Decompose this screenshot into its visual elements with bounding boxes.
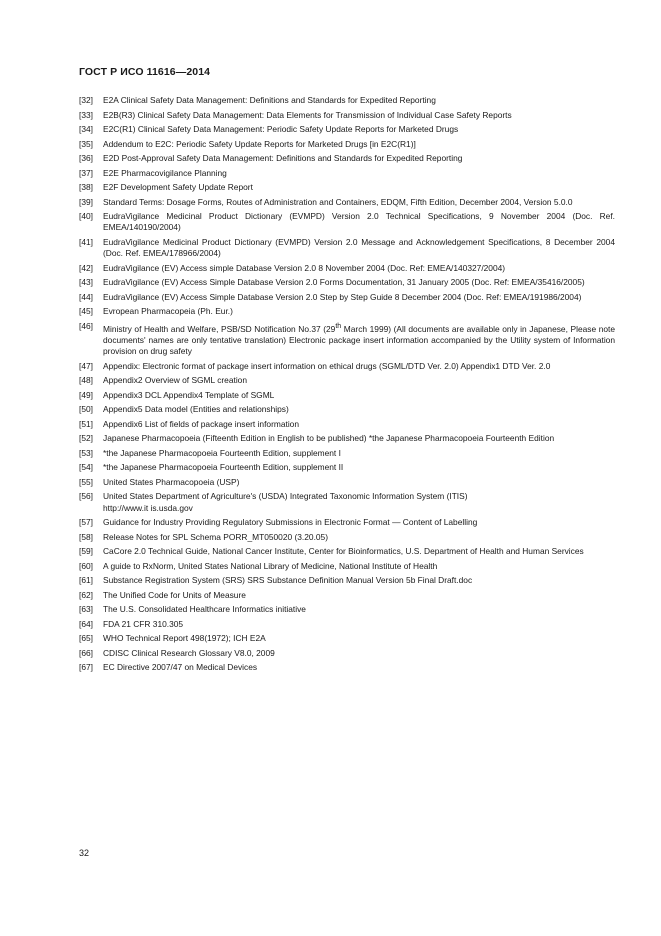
- reference-number: [51]: [79, 418, 93, 429]
- reference-text: Appendix: Electronic format of package insert information on ethical drugs (SGML/DTD Ver. 2.0) Appendix1 DTD Ver. 2.0: [103, 360, 551, 371]
- reference-text: Japanese Pharmacopoeia (Fifteenth Edition in English to be published) *the Japanese Pharmacopoeia Fourteenth Edition: [103, 433, 555, 444]
- reference-number: [59]: [79, 546, 93, 557]
- reference-text: EudraVigilance Medicinal Product Dictionary (EVMPD) Version 2.0 Technical Specifications, 9 November 2004 (Doc. Ref. EMEA/140190/2004): [103, 211, 615, 233]
- reference-number: [52]: [79, 433, 93, 444]
- reference-item: [79, 390, 615, 401]
- reference-number: [58]: [79, 531, 93, 542]
- reference-item: [79, 575, 615, 586]
- reference-number: [47]: [79, 360, 93, 371]
- reference-number: [41]: [79, 236, 93, 247]
- reference-item: [79, 292, 615, 303]
- reference-text: Release Notes for SPL Schema PORR_MT050020 (3.20.05): [103, 531, 328, 542]
- reference-text-part: March 1999) (All documents are available only in Japanese, Please note documents' names are only tentative translation) Electronic package insert information accompanied by the Utility system of Information provision on drug safety: [103, 323, 616, 357]
- reference-text: *the Japanese Pharmacopoeia Fourteenth Edition, supplement II: [103, 462, 344, 473]
- reference-number: [61]: [79, 575, 93, 586]
- reference-item: [79, 124, 615, 135]
- reference-text: The U.S. Consolidated Healthcare Informatics initiative: [103, 604, 306, 615]
- reference-text: Appendix3 DCL Appendix4 Template of SGML: [103, 389, 275, 400]
- reference-item: [79, 633, 615, 644]
- reference-number: [46]: [79, 320, 93, 331]
- reference-text-part: Ministry of Health and Welfare, PSB/SD Notification No.37 (29: [103, 323, 336, 334]
- reference-item: [79, 477, 615, 488]
- reference-number: [32]: [79, 95, 93, 105]
- reference-text: E2F Development Safety Update Report: [103, 182, 253, 192]
- reference-number: [57]: [79, 517, 93, 528]
- reference-item: [79, 237, 615, 260]
- reference-number: [37]: [79, 167, 93, 178]
- reference-number: [55]: [79, 476, 93, 487]
- reference-text: Appendix2 Overview of SGML creation: [103, 375, 247, 386]
- reference-text: E2C(R1) Clinical Safety Data Management: Periodic Safety Update Reports for Marketed Drugs: [103, 124, 459, 134]
- reference-item: [79, 604, 615, 615]
- reference-item: [79, 546, 615, 557]
- reference-text: The Unified Code for Units of Measure: [103, 589, 246, 600]
- reference-item: [79, 532, 615, 543]
- reference-number: [39]: [79, 196, 93, 207]
- ordinal-superscript: th: [335, 322, 342, 330]
- reference-text: A guide to RxNorm, United States National Library of Medicine, National Institute of Health: [103, 560, 438, 571]
- reference-item: [79, 182, 615, 193]
- reference-url: http://www.it is.usda.gov: [103, 502, 193, 513]
- reference-item: [79, 211, 615, 234]
- reference-number: [54]: [79, 462, 93, 473]
- reference-text: [103, 321, 615, 358]
- reference-item: [79, 462, 615, 473]
- page-number: 32: [79, 848, 90, 858]
- reference-item: [79, 321, 615, 358]
- reference-number: [44]: [79, 291, 93, 302]
- reference-text: Evropean Pharmacopeia (Ph. Eur.): [103, 306, 233, 317]
- reference-text: Appendix5 Data model (Entities and relationships): [103, 404, 289, 415]
- reference-number: [65]: [79, 633, 93, 644]
- reference-number: [63]: [79, 604, 93, 615]
- reference-text: Addendum to E2C: Periodic Safety Update Reports for Marketed Drugs [in E2C(R1)]: [103, 138, 416, 149]
- reference-number: [64]: [79, 618, 93, 629]
- reference-number: [40]: [79, 211, 93, 221]
- reference-number: [38]: [79, 182, 93, 192]
- reference-text: Appendix6 List of fields of package insert information: [103, 418, 299, 429]
- reference-number: [43]: [79, 277, 93, 288]
- reference-text: [103, 491, 615, 514]
- reference-item: [79, 375, 615, 386]
- reference-item: [79, 619, 615, 630]
- reference-number: [36]: [79, 153, 93, 163]
- reference-number: [49]: [79, 389, 93, 400]
- reference-text: EudraVigilance Medicinal Product Dictionary (EVMPD) Version 2.0 Message and Acknowledgement Specifications, 8 December 2004 (Doc. Ref. EMEA/178966/2004): [103, 236, 615, 259]
- reference-number: [62]: [79, 589, 93, 600]
- reference-item: [79, 590, 615, 601]
- reference-number: [60]: [79, 560, 93, 571]
- reference-text: E2B(R3) Clinical Safety Data Management: Data Elements for Transmission of Individual Case Safety Reports: [103, 109, 512, 120]
- reference-text: E2A Clinical Safety Data Management: Definitions and Standards for Expedited Reporting: [103, 95, 436, 105]
- reference-number: [33]: [79, 109, 93, 120]
- reference-item: [79, 448, 615, 459]
- reference-item: [79, 306, 615, 317]
- reference-number: [53]: [79, 447, 93, 458]
- reference-item: [79, 95, 615, 106]
- reference-item: [79, 404, 615, 415]
- reference-number: [34]: [79, 124, 93, 134]
- reference-item: [79, 517, 615, 528]
- reference-item: [79, 197, 615, 208]
- reference-item: [79, 561, 615, 572]
- reference-item: [79, 153, 615, 164]
- reference-item: [79, 361, 615, 372]
- reference-text: Substance Registration System (SRS) SRS Substance Definition Manual Version 5b Final Draft.doc: [103, 575, 473, 586]
- reference-text: *the Japanese Pharmacopoeia Fourteenth Edition, supplement I: [103, 447, 341, 458]
- reference-text: EudraVigilance (EV) Access Simple Database Version 2.0 Step by Step Guide 8 December 2004 (Doc. Ref: EMEA/191986/2004): [103, 291, 582, 302]
- reference-item: [79, 139, 615, 150]
- reference-item: [79, 110, 615, 121]
- reference-text: EudraVigilance (EV) Access Simple Database Version 2.0 Forms Documentation, 31 January 2005 (Doc. Ref: EMEA/35416/2005): [103, 277, 585, 288]
- reference-text: E2D Post-Approval Safety Data Management: Definitions and Standards for Expedited Reporting: [103, 153, 463, 163]
- reference-text: FDA 21 CFR 310.305: [103, 618, 184, 629]
- reference-number: [48]: [79, 375, 93, 386]
- reference-text: CaCore 2.0 Technical Guide, National Cancer Institute, Center for Bioinformatics, U.S. Department of Health and Human Services: [103, 546, 584, 557]
- reference-text: Guidance for Industry Providing Regulatory Submissions in Electronic Format — Content of Labelling: [103, 517, 478, 528]
- reference-item: [79, 662, 615, 673]
- page-header-standard-code: ГОСТ Р ИСО 11616—2014: [79, 66, 211, 78]
- reference-item: [79, 263, 615, 274]
- bibliography-list: [79, 95, 615, 677]
- reference-number: [35]: [79, 138, 93, 149]
- reference-number: [50]: [79, 404, 93, 415]
- reference-text: E2E Pharmacovigilance Planning: [103, 167, 227, 178]
- reference-number: [67]: [79, 662, 93, 673]
- reference-item: [79, 419, 615, 430]
- reference-text: Standard Terms: Dosage Forms, Routes of Administration and Containers, EDQM, Fifth Edition, December 2004, Version 5.0.0: [103, 196, 573, 207]
- reference-text: CDISC Clinical Research Glossary V8.0, 2009: [103, 647, 275, 658]
- reference-item: [79, 168, 615, 179]
- reference-number: [66]: [79, 647, 93, 658]
- reference-number: [42]: [79, 262, 93, 273]
- reference-number: [45]: [79, 306, 93, 317]
- reference-text: EudraVigilance (EV) Access simple Database Version 2.0 8 November 2004 (Doc. Ref: EMEA/140327/2004): [103, 262, 506, 273]
- reference-text: United States Pharmacopoeia (USP): [103, 476, 240, 487]
- reference-item: [79, 277, 615, 288]
- reference-text: EC Directive 2007/47 on Medical Devices: [103, 662, 258, 673]
- reference-number: [56]: [79, 491, 93, 502]
- reference-item: [79, 491, 615, 514]
- reference-item: [79, 648, 615, 659]
- reference-item: [79, 433, 615, 444]
- reference-text-part: United States Department of Agriculture's (USDA) Integrated Taxonomic Information System (ITIS): [103, 491, 468, 502]
- reference-text: WHO Technical Report 498(1972); ICH E2A: [103, 633, 266, 644]
